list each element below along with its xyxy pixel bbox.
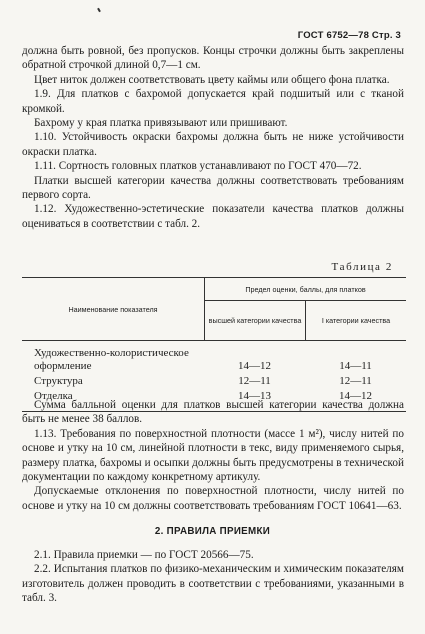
header-name: Наименование показателя [22,278,205,340]
row-high: 14—13 [238,390,271,402]
header-group [205,278,406,340]
mid-text-block [22,398,404,513]
header-high-category: высшей категории качества [205,301,306,340]
row-first: 14—12 [339,390,372,402]
page-header: ГОСТ 6752—78 Стр. 3 [297,30,401,41]
table-header [22,278,406,341]
header-group-label: Предел оценки, баллы, для платков [205,278,406,301]
paragraph: 1.13. Требования по поверхностной плотности (массе 1 м²), числу нитей по основе и утку на 10 см, линейной плотности в текс, виду применяемого сырья, размеру платка, бахромы и осыпки должны быть предусмотрены в технической документации по каждому конкретному артикулу. [22,427,404,484]
table-row [22,375,406,388]
bottom-text-block [22,548,404,606]
section-title: 2. ПРАВИЛА ПРИЕМКИ [154,526,271,537]
paragraph: 1.11. Сортность головных платков устанавливают по ГОСТ 470—72. [34,160,362,173]
paragraph: 2.1. Правила приемки — по ГОСТ 20566—75. [34,549,254,561]
row-first: 14—11 [339,360,372,372]
row-name: Структура [34,375,83,387]
paragraph: 2.2. Испытания платков по физико-механическим и химическим показателям изготовитель должен проводить в соответствии с требованиями, указанными в табл. 3. [22,563,404,605]
row-name: Отделка [34,390,73,402]
stray-mark [97,8,101,12]
paragraph: должна быть ровной, без пропусков. Концы строчки должны быть закреплены обратной строчкой длиной 0,7—1 см. [22,45,404,72]
paragraph: Цвет ниток должен соответствовать цвету каймы или общего фона платка. [34,73,390,86]
header-first-category: I категории качества [321,316,391,325]
table-title: Таблица 2 [331,261,393,273]
table-row [22,347,406,373]
paragraph: 1.12. Художественно-эстетические показатели качества платков должны оцениваться в соответствии с табл. 2. [22,203,404,230]
top-text-block [22,44,404,231]
paragraph: Допускаемые отклонения по поверхностной плотности, числу нитей по основе и утку на 10 см должны соответствовать требованиям ГОСТ 10641—63. [22,485,404,512]
paragraph: 1.10. Устойчивость окраски бахромы должна быть не ниже устойчивости окраски платка. [22,131,404,158]
row-first: 12—11 [339,375,372,387]
paragraph: 1.9. Для платков с бахромой допускается край подшитый или с тканой кромкой. [22,88,404,115]
row-high: 14—12 [238,360,271,372]
row-name: Художественно-колористическое оформление [34,347,189,372]
row-high: 12—11 [238,375,271,387]
paragraph: Платки высшей категории качества должны соответствовать требованиям первого сорта. [22,174,404,202]
table-2 [22,277,406,412]
paragraph: Сумма балльной оценки для платков высшей категории качества должна быть не менее 38 баллов. [22,399,404,426]
paragraph: Бахрому у края платка привязывают или пришивают. [34,117,288,130]
